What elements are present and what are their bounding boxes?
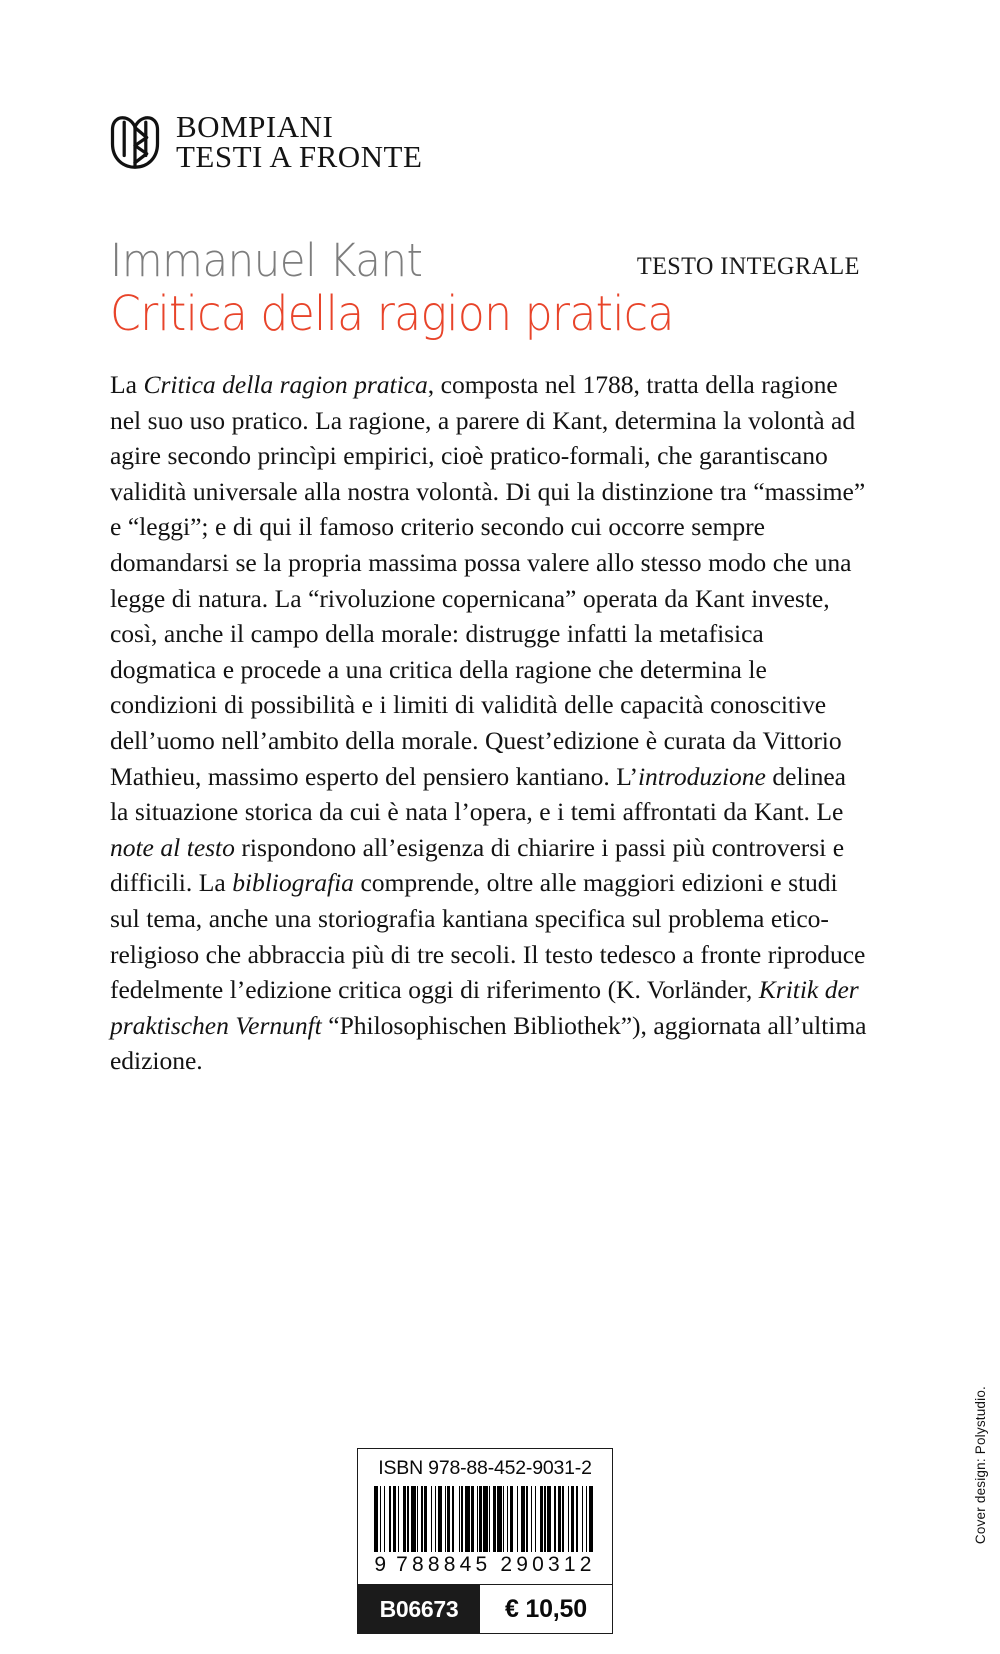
internal-code: B06673 — [358, 1585, 480, 1633]
edition-note: TESTO INTEGRALE — [637, 253, 860, 280]
blurb-text-run: La — [110, 370, 144, 399]
back-cover-blurb — [110, 367, 868, 1079]
blurb-text-run: “Philosophischen Bibliothek”), aggiornata all’ultima edizione. — [110, 1010, 867, 1076]
book-title: Critica della ragion pratica — [110, 286, 674, 342]
price-label: € 10,50 — [480, 1585, 612, 1633]
barcode-bars — [374, 1486, 596, 1552]
blurb-text-run: comprende, oltre alle maggiori edizioni e studi sul tema, anche una storiografia kantiana specifica sul problema etico-religioso che abbraccia più di tre secoli. Il testo tedesco a fronte riproduce fedelmente l’edizione critica oggi di riferimento (K. Vorländer, — [110, 868, 866, 1005]
barcode-digits — [358, 1552, 612, 1584]
barcode-digit-group-1: 788845 — [396, 1553, 492, 1576]
publisher-wordmark — [176, 109, 423, 175]
blurb-italic-run: Kritik der praktischen Vernunft — [110, 975, 859, 1040]
author-name: Immanuel Kant — [110, 234, 423, 287]
barcode-block — [357, 1448, 613, 1634]
blurb-text-run: , composta nel 1788, tratta della ragione nel suo uso pratico. La ragione, a parere di Kant, determina la volontà ad agire secondo princìpi empirici, cioè pratico-formali, che garantiscano validità universale alla nostra volontà. Di qui la distinzione tra “massime” e “leggi”; e di qui il famoso criterio secondo cui occorre sempre domandarsi se la propria massima possa valere allo stesso modo che una legge di natura. La “rivoluzione copernicana” operata da Kant investe, così, anche il campo della morale: distrugge infatti la metafisica dogmatica e procede a una critica della ragione che determina le condizioni di possibilità e i limiti di validità delle capacità conoscitive dell’uomo nell’ambito della morale. Quest’edizione è curata da Vittorio Mathieu, massimo esperto del pensiero kantiano. L’ — [110, 370, 866, 791]
cover-design-credit: Cover design: Polystudio. — [973, 1385, 988, 1544]
barcode-space — [593, 1486, 596, 1552]
blurb-text-run: rispondono all’esigenza di chiarire i passi più controversi e difficili. La — [110, 832, 845, 898]
blurb-text-run: delinea la situazione storica da cui è nata l’opera, e i temi affrontati da Kant. Le — [110, 761, 846, 827]
blurb-italic-run: note al testo — [110, 832, 235, 862]
blurb-italic-run: Critica della ragion pratica — [143, 370, 428, 399]
barcode-price-row — [358, 1584, 612, 1633]
isbn-label: ISBN 978-88-452-9031-2 — [378, 1457, 592, 1479]
publisher-name: BOMPIANI — [176, 109, 334, 144]
barcode-digit-lead: 9 — [374, 1553, 388, 1576]
blurb-italic-run: bibliografia — [232, 868, 354, 898]
bompiani-shield-logo-icon — [108, 113, 162, 171]
publisher-series: TESTI A FRONTE — [176, 139, 423, 175]
publisher-logo-block — [108, 109, 423, 175]
barcode-digit-group-2: 290312 — [500, 1553, 596, 1576]
blurb-italic-run: introduzione — [638, 761, 766, 791]
